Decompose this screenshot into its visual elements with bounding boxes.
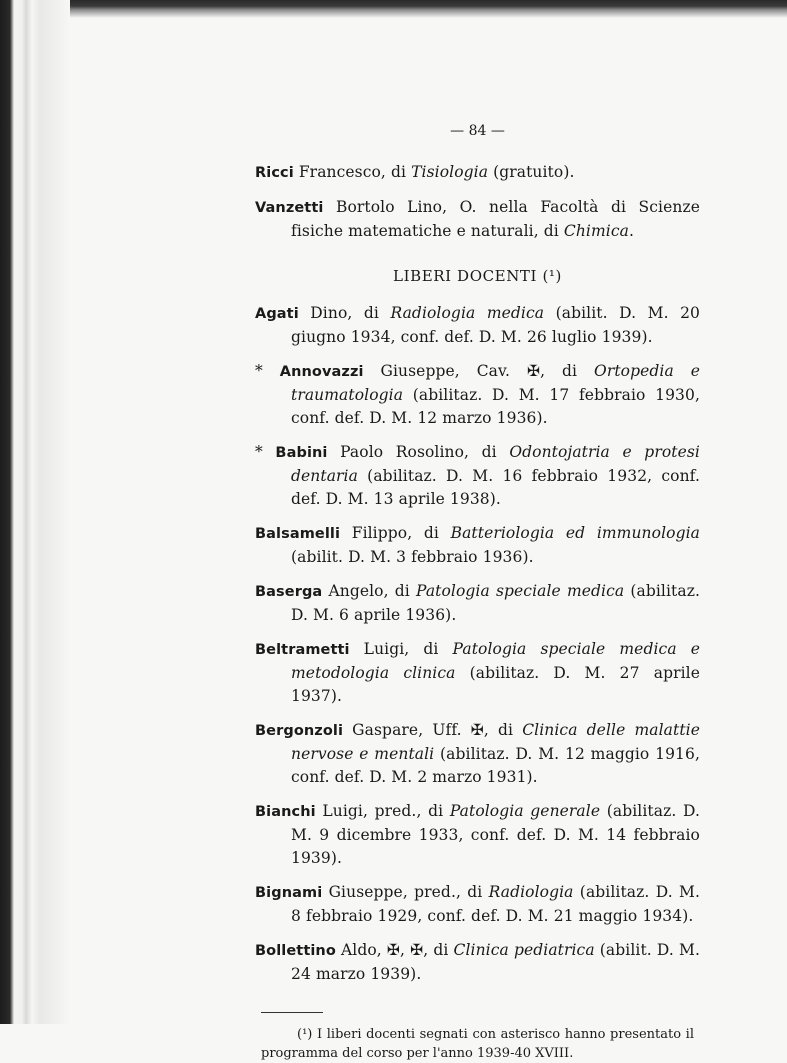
list-entry xyxy=(255,360,700,430)
document-page xyxy=(255,120,700,1063)
entry-text: Bortolo Lino, O. nella Facoltà di Scienze fisiche matematiche e naturali, di xyxy=(291,198,700,240)
entry-surname: Agati xyxy=(255,306,299,322)
entry-surname: Balsamelli xyxy=(255,526,341,542)
entry-text: Francesco, di xyxy=(293,163,412,181)
list-entry xyxy=(255,638,700,708)
entry-text: (abilitaz. D. M. 12 maggio 1916, conf. def. D. M. 2 marzo 1931). xyxy=(291,745,701,786)
entry-text: Filippo, di xyxy=(340,524,451,542)
entry-surname: Beltrametti xyxy=(255,642,350,658)
entry-text: (abilitaz. D. M. 9 dicembre 1933, conf. def. D. M. 14 febbraio 1939). xyxy=(291,802,700,867)
entry-surname: Bignami xyxy=(255,885,323,901)
entry-text: (abilitaz. D. M. 8 febbraio 1929, conf. def. D. M. 21 maggio 1934). xyxy=(291,883,700,925)
entry-text: Aldo, ✠, ✠, di xyxy=(335,941,454,959)
entry-surname: Bianchi xyxy=(255,804,316,820)
entry-asterisk: * xyxy=(255,362,280,380)
entry-subject: Patologia generale xyxy=(449,802,601,820)
list-entry xyxy=(255,441,700,511)
entry-subject: Radiologia xyxy=(488,883,574,901)
list-entry xyxy=(255,302,700,349)
entry-text: (abilitaz. D. M. 6 aprile 1936). xyxy=(291,582,700,624)
book-spine-edge xyxy=(0,0,70,1024)
list-entry xyxy=(255,939,700,986)
entry-surname: Bergonzoli xyxy=(255,723,344,739)
page-number: — 84 — xyxy=(450,123,505,139)
entry-text: (abilitaz. D. M. 27 aprile 1937). xyxy=(291,664,700,705)
list-entry xyxy=(255,196,700,243)
entry-subject: Chimica xyxy=(563,222,629,240)
entry-text: Angelo, di xyxy=(322,582,416,600)
entry-text: (gratuito). xyxy=(488,163,575,181)
list-entry xyxy=(255,522,700,569)
entry-surname: Annovazzi xyxy=(279,364,364,380)
entry-text: Gaspare, Uff. ✠, di xyxy=(343,721,523,739)
section-title xyxy=(255,265,700,288)
page-top-edge xyxy=(0,0,787,18)
list-entry xyxy=(255,881,700,928)
entry-subject: Clinica delle malattie nervose e mentali xyxy=(291,721,700,763)
entry-subject: Patologia speciale medica xyxy=(415,582,625,600)
entry-text: Giuseppe, pred., di xyxy=(322,883,489,901)
entry-subject: Tisiologia xyxy=(411,163,489,181)
entry-text: (abilit. D. M. 24 marzo 1939). xyxy=(291,941,700,983)
entry-text: Paolo Rosolino, di xyxy=(327,443,510,461)
list-entry xyxy=(255,800,700,870)
entry-text: (abilit. D. M. 20 giugno 1934, conf. def. D. M. 26 luglio 1939). xyxy=(291,304,700,346)
entry-surname: Vanzetti xyxy=(255,200,324,216)
list-entry xyxy=(255,719,700,789)
entry-subject: Ortopedia e traumatologia xyxy=(291,362,700,404)
entry-text: (abilitaz. D. M. 16 febbraio 1932, conf. def. D. M. 13 aprile 1938). xyxy=(291,467,700,508)
professors-list xyxy=(255,161,700,243)
entry-text: Luigi, pred., di xyxy=(315,802,450,820)
list-entry xyxy=(255,580,700,627)
entry-surname: Babini xyxy=(275,445,328,461)
entry-surname: Baserga xyxy=(255,584,323,600)
entry-surname: Ricci xyxy=(255,165,294,181)
entry-text: (abilit. D. M. 3 febbraio 1936). xyxy=(291,548,534,566)
entry-text: . xyxy=(628,222,634,240)
entry-subject: Batteriologia ed immunologia xyxy=(450,524,700,542)
list-entry xyxy=(255,161,700,185)
entry-subject: Radiologia medica xyxy=(390,304,545,322)
liberi-docenti-list xyxy=(255,302,700,986)
entry-surname: Bollettino xyxy=(255,943,336,959)
entry-text: Giuseppe, Cav. ✠, di xyxy=(363,362,595,380)
footnote-divider xyxy=(261,1012,323,1013)
entry-subject: Clinica pediatrica xyxy=(453,941,595,959)
entry-text: Luigi, di xyxy=(349,640,453,658)
entry-subject: Odontojatria e protesi dentaria xyxy=(291,443,700,485)
footnote-reference: (¹) xyxy=(542,267,562,285)
entry-asterisk: * xyxy=(255,443,276,461)
entry-subject: Patologia speciale medica e metodologia clinica xyxy=(291,640,700,682)
section-title-text: LIBERI DOCENTI xyxy=(393,267,538,285)
entry-text: Dino, di xyxy=(298,304,391,322)
entry-text: (abilitaz. D. M. 17 febbraio 1930, conf. def. D. M. 12 marzo 1936). xyxy=(291,386,700,427)
footnote: (¹) I liberi docenti segnati con asterisco hanno presentato il programma del corso per l'anno 1939-40 XVIII. xyxy=(261,1027,694,1061)
